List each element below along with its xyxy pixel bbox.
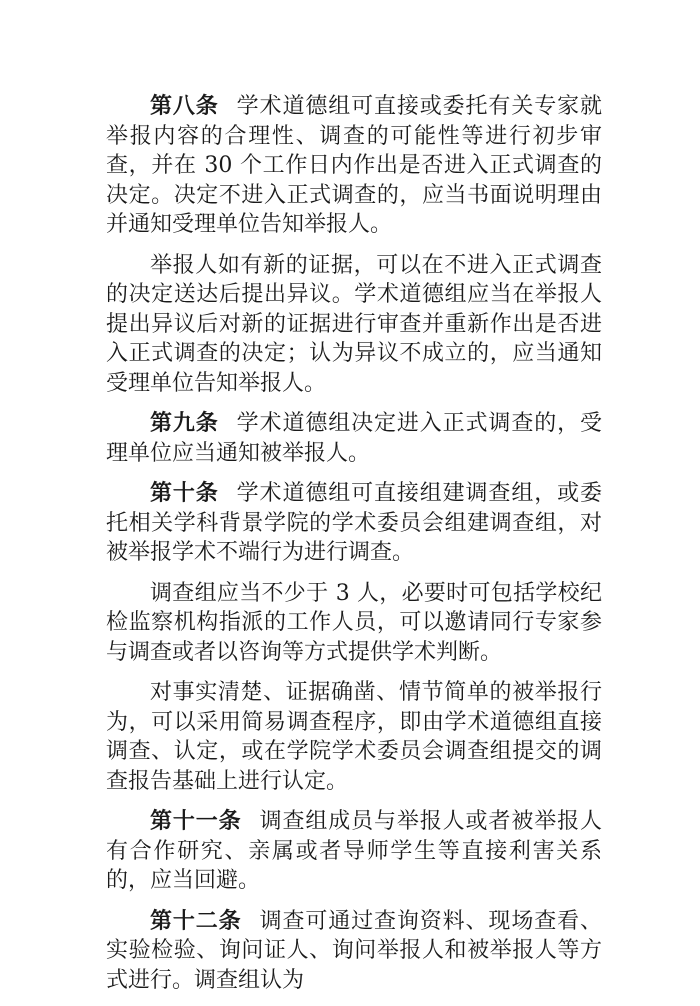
investigation-team-paragraph xyxy=(106,579,602,668)
article-8-objection-paragraph xyxy=(106,251,602,399)
paragraph-text: 学术道德组可直接或委托有关专家就举报内容的合理性、调查的可能性等进行初步审查，并在 30 个工作日内作出是否进入正式调查的决定。决定不进入正式调查的，应当书面说明理由并通知受理单位告知举报人。 xyxy=(106,94,602,237)
article-9-paragraph xyxy=(106,409,602,468)
article-12-paragraph xyxy=(106,907,602,996)
paragraph-text: 学术道德组决定进入正式调查的，受理单位应当通知被举报人。 xyxy=(106,411,602,466)
simplified-procedure-paragraph xyxy=(106,678,602,796)
paragraph-text: 调查组应当不少于 3 人，必要时可包括学校纪检监察机构指派的工作人员，可以邀请同行专家参与调查或者以咨询等方式提供学术判断。 xyxy=(106,580,602,665)
paragraph-text: 调查可通过查询资料、现场查看、实验检验、询问证人、询问举报人和被举报人等方式进行。调查组认为 xyxy=(106,908,602,993)
article-11-paragraph xyxy=(106,807,602,896)
article-10-paragraph xyxy=(106,479,602,568)
article-heading: 第十条 xyxy=(150,480,219,506)
paragraph-text: 举报人如有新的证据，可以在不进入正式调查的决定送达后提出异议。学术道德组应当在举报人提出异议后对新的证据进行审查并重新作出是否进入正式调查的决定；认为异议不成立的，应当通知受理单位告知举报人。 xyxy=(106,252,602,396)
article-heading: 第十二条 xyxy=(150,907,242,934)
paragraph-text: 调查组成员与举报人或者被举报人有合作研究、亲属或者导师学生等直接利害关系的，应当回避。 xyxy=(106,809,602,893)
paragraph-text: 对事实清楚、证据确凿、情节简单的被举报行为，可以采用简易调查程序，即由学术道德组直接调查、认定，或在学院学术委员会调查组提交的调查报告基础上进行认定。 xyxy=(106,680,602,794)
document-body xyxy=(106,92,602,1006)
article-heading: 第十一条 xyxy=(150,808,242,834)
paragraph-text: 学术道德组可直接组建调查组，或委托相关学科背景学院的学术委员会组建调查组，对被举报学术不端行为进行调查。 xyxy=(106,481,602,565)
article-8-paragraph xyxy=(106,92,602,240)
article-heading: 第九条 xyxy=(150,410,219,436)
article-heading: 第八条 xyxy=(150,93,219,119)
